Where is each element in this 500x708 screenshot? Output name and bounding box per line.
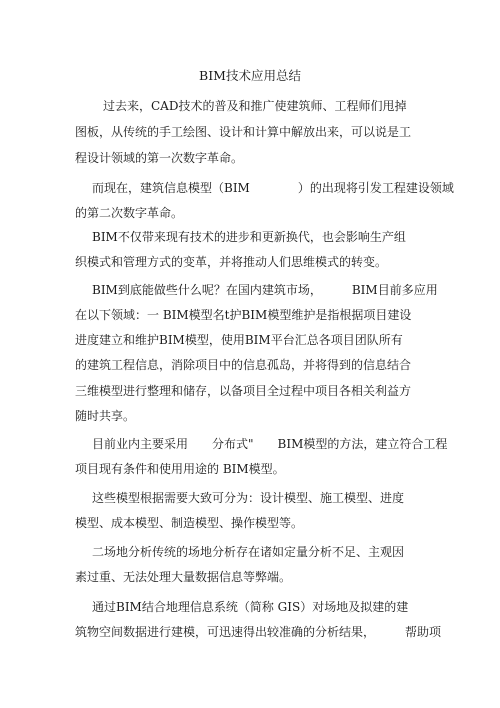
paragraph-line: 而现在，建筑信息模型（BIM ）的出现将引发工程建设领域 <box>92 181 454 195</box>
paragraph-line: 织模式和管理方式的变革，并将推动人们思维模式的转变。 <box>75 255 388 269</box>
paragraph-line: 项目现有条件和使用用途的 BIM模型。 <box>75 462 285 476</box>
paragraph-line: 三维模型进行整理和储存，以备项目全过程中项目各相关利益方 <box>75 384 412 398</box>
paragraph-line: 这些模型根据需要大致可分为：设计模型、施工模型、进度 <box>92 491 405 505</box>
paragraph-line: 随时共享。 <box>75 409 136 423</box>
paragraph-line: 的建筑工程信息，消除项目中的信息孤岛，并将得到的信息结合 <box>75 358 412 372</box>
paragraph-line: 筑物空间数据进行建模，可迅速得出较准确的分析结果， 帮助项 <box>75 625 442 639</box>
paragraph-line: 通过BIM结合地理信息系统（简称 GIS）对场地及拟建的建 <box>92 600 409 614</box>
document-title: BIM技术应用总结 <box>199 68 301 83</box>
paragraph-line: 在以下领域：一 BIM模型名t护BIM模型维护是指根据项目建设 <box>75 308 412 322</box>
paragraph-line: 程设计领域的第一次数字革命。 <box>75 151 244 165</box>
paragraph-line: 的第二次数字革命。 <box>75 206 184 220</box>
paragraph-line: 进度建立和维护BIM模型，使用BIM平台汇总各项目团队所有 <box>75 333 403 347</box>
paragraph-line: 二场地分析传统的场地分析存在诸如定量分析不足、主观因 <box>92 545 405 559</box>
paragraph-line: 模型、成本模型、制造模型、操作模型等。 <box>75 516 304 530</box>
paragraph-line: 目前业内主要采用 分布式" BIM模型的方法，建立符合工程 <box>92 437 448 451</box>
paragraph-line: BIM不仅带来现有技术的进步和更新换代，也会影响生产组 <box>92 230 406 244</box>
paragraph-line: 过去来，CAD技术的普及和推广使建筑师、工程师们甩掉 <box>103 99 407 113</box>
paragraph-line: 素过重、无法处理大量数据信息等弊端。 <box>75 570 292 584</box>
paragraph-line: 图板，从传统的手工绘图、设计和计算中解放出来，可以说是工 <box>75 125 412 139</box>
paragraph-line: BIM到底能做些什么呢？在国内建筑市场， BIM目前多应用 <box>92 283 438 297</box>
